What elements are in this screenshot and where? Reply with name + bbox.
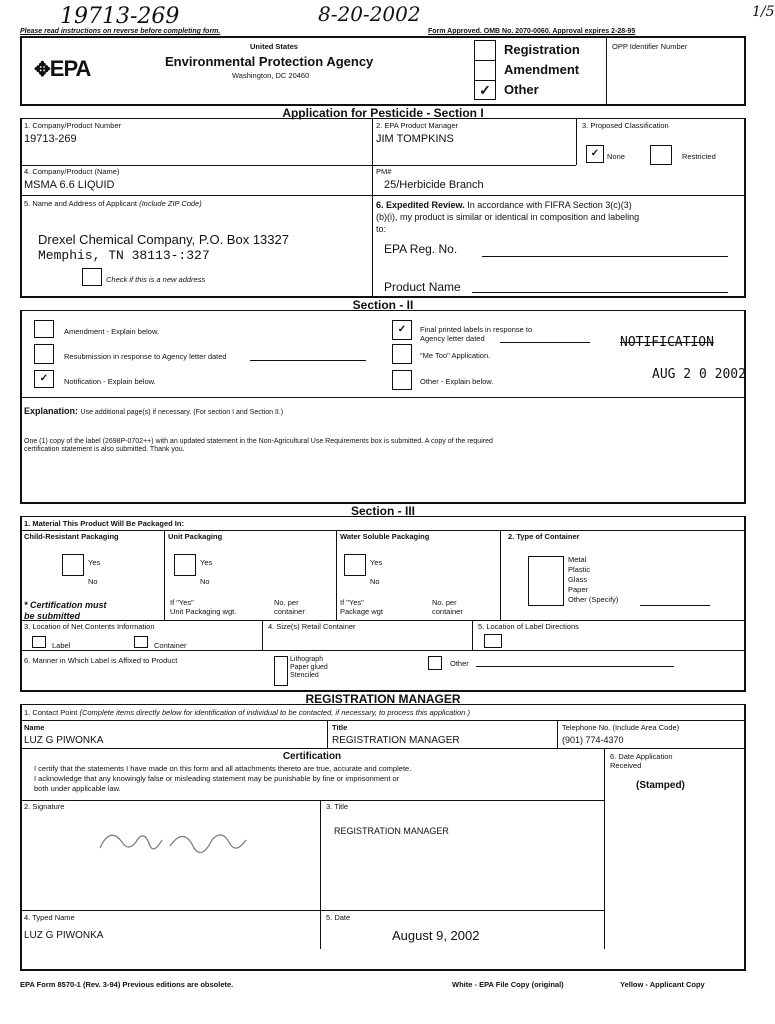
stamped-note: (Stamped) — [636, 780, 685, 791]
other-explain-checkbox[interactable] — [392, 370, 412, 390]
contact-name: LUZ G PIWONKA — [24, 735, 104, 746]
certification-title: Certification — [282, 751, 342, 762]
yes-label: Yes — [88, 558, 101, 567]
registration-checkbox[interactable] — [474, 40, 496, 62]
new-address-checkbox[interactable] — [82, 268, 102, 286]
material-label: 1. Material This Product Will Be Packaged In: — [24, 519, 184, 528]
handwritten-doc-number: 19713-269 — [60, 4, 180, 29]
class-none-label: None — [607, 152, 625, 161]
notification-checkbox[interactable]: ✓ — [34, 370, 54, 388]
unit-no-per-label: No. per container — [274, 598, 305, 616]
certification-text: I certify that the statements I have made on this form and all attachments thereto are true, accurate and complete. I acknowledge that any knowingly false or misleading statement may be punishable by fine or imprisonment or both under applicable law. — [34, 764, 412, 793]
notification-stamp-date: AUG 2 0 2002 — [652, 367, 746, 382]
notification-label: Notification - Explain below. — [64, 377, 156, 386]
net-label-option: Label — [52, 641, 71, 650]
handwritten-date: 8-20-2002 — [318, 2, 421, 26]
water-soluble-label: Water Soluble Packaging — [340, 532, 430, 541]
other-explain-label: Other - Explain below. — [420, 377, 494, 386]
container-type-label: 2. Type of Container — [508, 532, 580, 541]
agency-name: Environmental Protection Agency — [165, 54, 374, 69]
explanation-header: Explanation: Use additional page(s) if necessary. (For section I and Section II.) — [24, 406, 284, 416]
container-type-options: Metal Plastic Glass Paper Other (Specify) — [568, 555, 619, 604]
form-id: EPA Form 8570-1 (Rev. 3-94) Previous editions are obsolete. — [20, 980, 234, 989]
manner-label: 6. Manner in Which Label is Affixed to Product — [24, 656, 178, 665]
net-container-option: Container — [154, 641, 187, 650]
yes-label: Yes — [370, 558, 383, 567]
amendment-explain-checkbox[interactable] — [34, 320, 54, 338]
white-copy: White - EPA File Copy (original) — [452, 980, 564, 989]
epa-flower-icon: ✥ — [34, 59, 50, 81]
product-name-label: 4. Company/Product (Name) — [24, 167, 120, 176]
manner-methods: Lithograph Paper glued Stenciled — [290, 656, 328, 679]
opp-label: OPP Identifier Number — [612, 42, 688, 51]
phone-label: Telephone No. (Include Area Code) — [562, 723, 680, 732]
classification-label: 3. Proposed Classification — [582, 121, 669, 130]
class-none-checkbox[interactable]: ✓ — [586, 145, 604, 163]
product-name2-line[interactable] — [472, 292, 728, 293]
agency-address: Washington, DC 20460 — [232, 71, 310, 80]
expedited-review: 6. Expedited Review. In accordance with FIFRA Section 3(c)(3) (b)(i), my product is similar or identical in composition and labeling to: — [376, 200, 640, 234]
type-registration: Registration — [504, 42, 580, 57]
resubmission-label: Resubmission in response to Agency letter dated — [64, 352, 227, 361]
section-4-title: REGISTRATION MANAGER — [20, 690, 746, 705]
net-contents-label: 3. Location of Net Contents Information — [24, 622, 155, 631]
child-resistant-yes[interactable] — [62, 554, 84, 576]
new-address-label: Check if this is a new address — [106, 275, 206, 284]
type-amendment: Amendment — [504, 62, 580, 77]
reg-no-line[interactable] — [482, 256, 728, 257]
label-directions-label: 5. Location of Label Directions — [478, 622, 579, 631]
net-container-checkbox[interactable] — [134, 636, 148, 648]
title-label: Title — [332, 723, 348, 732]
section-2-title: Section - II — [20, 296, 746, 311]
reg-no-label: EPA Reg. No. — [384, 242, 458, 256]
date-received-label: 6. Date Application Received — [610, 752, 673, 770]
company-number-label: 1. Company/Product Number — [24, 121, 122, 130]
agency-sub: United States — [250, 42, 298, 51]
applicant-line1: Drexel Chemical Company, P.O. Box 13327 — [38, 232, 289, 247]
pm-number-label: PM# — [376, 167, 392, 176]
typed-name-label: 4. Typed Name — [24, 913, 75, 922]
section-3-title: Section - III — [20, 502, 746, 517]
notification-stamp-title: NOTIFICATION — [620, 335, 714, 350]
container-type-boxes[interactable] — [528, 556, 564, 606]
water-wgt-label: If "Yes" Package wgt — [340, 598, 383, 616]
handwritten-page: 1/5 — [752, 4, 775, 20]
cert-must-note: * Certification must be submitted — [24, 600, 107, 621]
pm-name: JIM TOMPKINS — [376, 133, 454, 145]
contact-label: 1. Contact Point (Complete items directly below for identification of individual to be contacted, if necessary, to process this application.) — [24, 708, 470, 717]
no-label: No — [370, 577, 380, 586]
final-labels-checkbox[interactable]: ✓ — [392, 320, 412, 340]
contact-phone: (901) 774-4370 — [562, 735, 624, 745]
epa-logo: ✥EPA — [34, 56, 91, 81]
resubmission-checkbox[interactable] — [34, 344, 54, 364]
amendment-checkbox[interactable] — [474, 60, 496, 82]
unit-packaging-label: Unit Packaging — [168, 532, 223, 541]
pm-number: 25/Herbicide Branch — [384, 179, 484, 191]
form-approved: Form Approved. OMB No. 2070-0060. Approval expires 2-28-95 — [428, 28, 636, 35]
unit-wgt-label: If "Yes" Unit Packaging wgt. — [170, 598, 237, 616]
applicant-line2: Memphis, TN 38113-:327 — [38, 248, 210, 263]
manner-other-checkbox[interactable] — [428, 656, 442, 670]
net-label-checkbox[interactable] — [32, 636, 46, 648]
yellow-copy: Yellow - Applicant Copy — [620, 980, 705, 989]
other-checkbox[interactable]: ✓ — [474, 80, 496, 100]
type-other: Other — [504, 82, 539, 97]
signature-label: 2. Signature — [24, 802, 65, 811]
water-soluble-yes[interactable] — [344, 554, 366, 576]
manner-method-boxes[interactable] — [274, 656, 288, 686]
class-restricted-label: Restricted — [682, 152, 716, 161]
label-directions-box[interactable] — [484, 634, 502, 648]
child-resistant-label: Child-Resistant Packaging — [24, 532, 119, 541]
product-name2-label: Product Name — [384, 280, 461, 294]
sizes-label: 4. Size(s) Retail Container — [268, 622, 356, 631]
manner-other-label: Other — [450, 659, 469, 668]
explanation-text: One (1) copy of the label (2698P-0702++) with an updated statement in the Non-Agricultural Use Requirements box is submitted. A copy of the required certification statement is also submitted. Thank you. — [24, 438, 493, 453]
final-labels-label: Final printed labels in response to Agency letter dated — [420, 325, 533, 343]
top-note: Please read instructions on reverse before completing form. — [20, 28, 221, 35]
class-restricted-checkbox[interactable] — [650, 145, 672, 165]
title2-label: 3. Title — [326, 802, 349, 811]
contact-title: REGISTRATION MANAGER — [332, 735, 460, 746]
yes-label: Yes — [200, 558, 213, 567]
date-label: 5. Date — [326, 913, 351, 922]
me-too-label: "Me Too" Application. — [420, 351, 491, 360]
no-label: No — [88, 577, 98, 586]
unit-packaging-yes[interactable] — [174, 554, 196, 576]
signature-image — [90, 818, 290, 862]
company-number: 19713-269 — [24, 133, 77, 145]
no-label: No — [200, 577, 210, 586]
section-1-title: Application for Pesticide - Section I — [20, 104, 746, 119]
water-no-per-label: No. per container — [432, 598, 463, 616]
typed-name: LUZ G PIWONKA — [24, 930, 104, 941]
signer-title: REGISTRATION MANAGER — [334, 826, 449, 836]
amendment-explain-label: Amendment - Explain below. — [64, 327, 160, 336]
me-too-checkbox[interactable] — [392, 344, 412, 364]
product-name: MSMA 6.6 LIQUID — [24, 179, 115, 191]
applicant-label: 5. Name and Address of Applicant (Include ZIP Code) — [24, 199, 202, 208]
name-label: Name — [24, 723, 45, 732]
pm-label: 2. EPA Product Manager — [376, 121, 458, 130]
sign-date: August 9, 2002 — [392, 928, 480, 943]
